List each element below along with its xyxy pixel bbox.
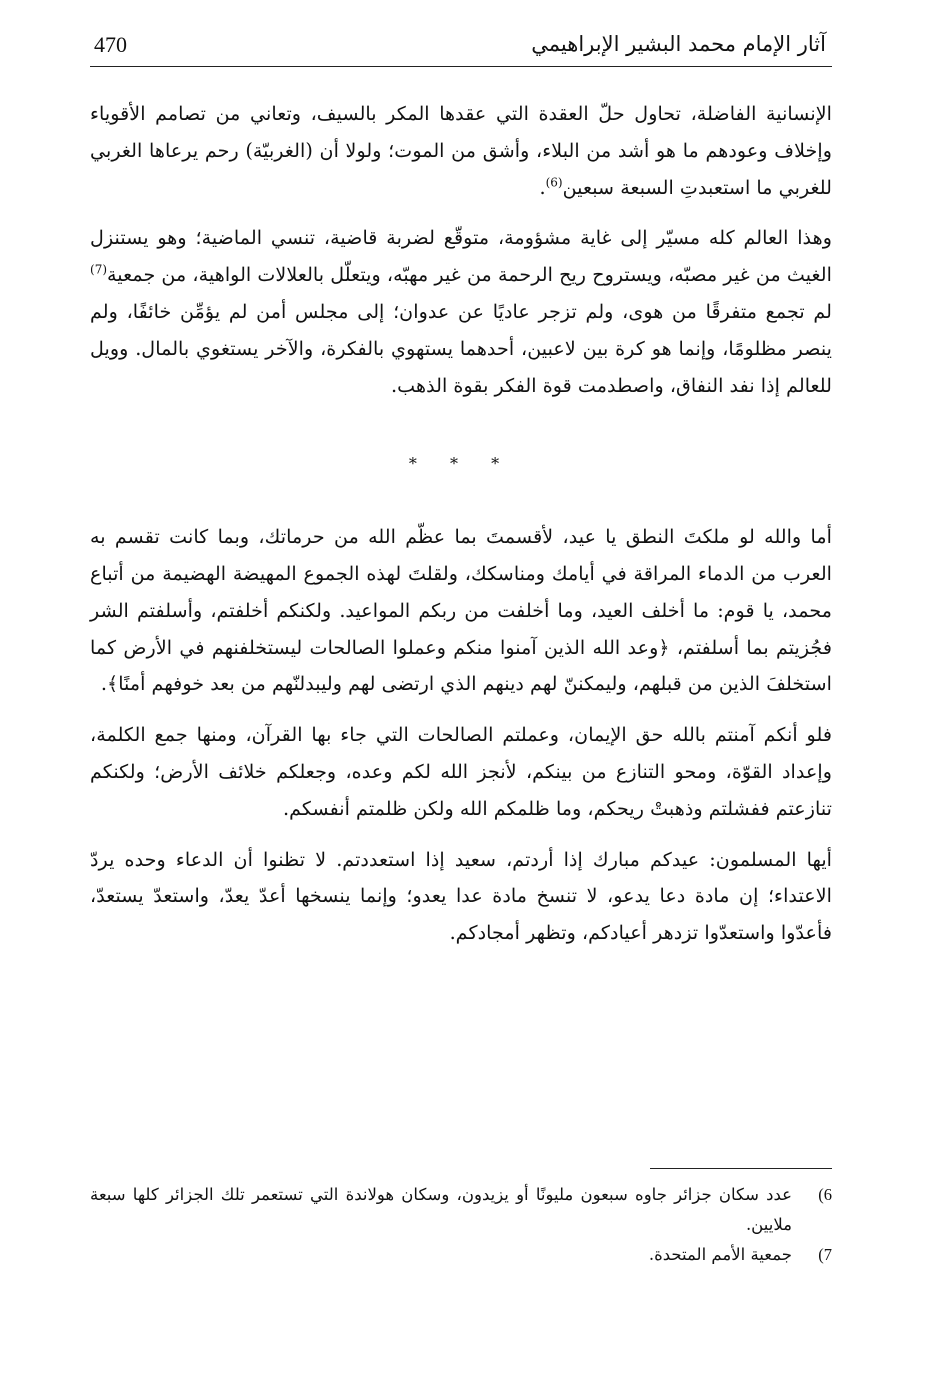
footnote-text: جمعية الأمم المتحدة. xyxy=(648,1245,792,1264)
paragraph-3: أما والله لو ملكتَ النطق يا عيد، لأقسمتَ بما عظّم الله من حرماتك، وبما كانت تقسم به العرب من الدماء المراقة في أيامك ومناسكك، ولقلتَ لهذه الجموع المهيضة الهضيمة من أتباع محمد، يا قوم: ما أخلف العيد، وما أخلفت من ربكم المواعيد. ولكنكم أخلفتم، وأسلفتم الشر فجُزيتم بما أسلفتم، ﴿وعد الله الذين آمنوا منكم وعملوا الصالحات ليستخلفنهم في الأرض كما استخلفَ الذين من قبلهم، وليمكننّ لهم دينهم الذي ارتضى لهم وليبدلنّهم من بعد خوفهم أمنًا﴾. xyxy=(90,525,832,696)
paragraph-4: فلو أنكم آمنتم بالله حق الإيمان، وعملتم الصالحات التي جاء بها القرآن، ومنها جمع الكلمة، وإعداد القوّة، ومحو التنازع من بينكم، لأنجز الله لكم وعده، وجعلكم خلائف الأرض؛ ولكنكم تنازعتم ففشلتم وذهبتْ ريحكم، وما ظلمكم الله ولكن ظلمتم أنفسكم. xyxy=(90,723,832,820)
footnote xyxy=(90,1240,832,1270)
footnote-text: عدد سكان جزائر جاوه سبعون مليونًا أو يزيدون، وسكان هولاندة التي تستعمر تلك الجزائر كلها سبعة ملايين. xyxy=(90,1185,792,1234)
footnote-number: 6) xyxy=(818,1185,832,1204)
paragraph-1-end: . xyxy=(539,175,546,199)
paragraph-2-text-b: لم تجمع متفرقًا من هوى، ولم تزجر عاديًا عن عدوان؛ إلى مجلس أمن لم يؤمِّن خائفًا، ولم ينصر مظلومًا، وإنما هو كرة بين لاعبين، أحدهما يستهوي بالفكرة، والآخر يستغوي بالمال. وويل للعالم إذا نفد النفاق، واصطدمت قوة الفكر بقوة الذهب. xyxy=(90,299,832,397)
footnote-ref-6[interactable]: (6) xyxy=(545,175,563,190)
footnote-ref-7[interactable]: (7) xyxy=(90,262,108,277)
running-title: آثار الإمام محمد البشير الإبراهيمي xyxy=(531,32,826,56)
paragraph-2 xyxy=(90,220,832,404)
footnote xyxy=(90,1180,832,1240)
page-header xyxy=(90,28,832,66)
paragraph-5: أيها المسلمون: عيدكم مبارك إذا أردتم، سعيد إذا استعددتم. لا تظنوا أن الدعاء وحده يردّ الاعتداء؛ إن مادة دعا يدعو، لا تنسخ مادة عدا يعدو؛ وإنما ينسخها أعدّ يعدّ، واستعدّ يستعدّ، فأعدّوا واستعدّوا تزدهر أعيادكم، وتظهر أمجادكم. xyxy=(90,847,832,945)
header-rule xyxy=(90,66,832,67)
paragraph-2-text-a: وهذا العالم كله مسيّر إلى غاية مشؤومة، متوقّع لضربة قاضية، تنسي الماضية؛ وهو يستنزل الغيث من غير مصبّه، ويستروح ريح الرحمة من غير مهبّه، ويتعلّل بالعلالات الواهية، من جمعية xyxy=(90,226,832,287)
footnote-number: 7) xyxy=(818,1245,832,1264)
footnote-rule xyxy=(650,1168,832,1169)
paragraph-1 xyxy=(90,96,832,206)
footnotes xyxy=(90,1180,832,1270)
section-separator: * * * xyxy=(408,454,514,474)
page-number: 470 xyxy=(94,32,127,57)
paragraph-1-text: الإنسانية الفاضلة، تحاول حلّ العقدة التي عقدها المكر بالسيف، وتعاني من تصامم الأقوياء وإخلاف وعودهم ما هو أشد من البلاء، وأشق من الموت؛ ولولا أن (الغربيّة) رحم يرعاها الغربي للغربي ما استعبدتِ السبعة سبعين xyxy=(90,102,832,199)
main-text xyxy=(90,96,832,966)
